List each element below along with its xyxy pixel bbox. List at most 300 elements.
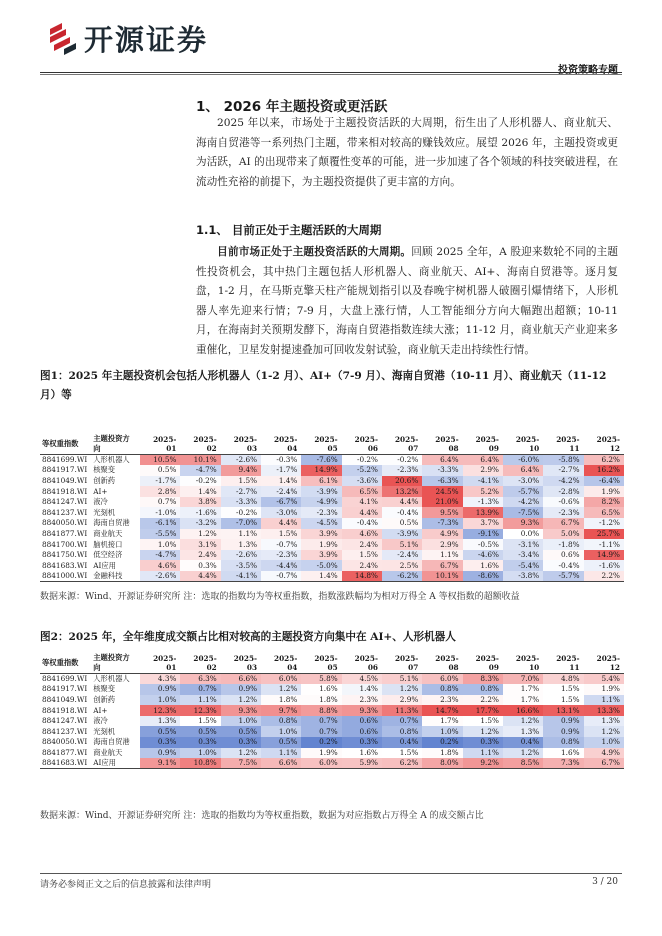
value-cell: 10.1%	[422, 571, 462, 582]
value-cell: 9.5%	[422, 507, 462, 518]
fig1-header-7: 2025-06	[342, 434, 382, 455]
value-cell: 0.2%	[301, 737, 341, 748]
value-cell: 4.8%	[543, 674, 583, 685]
value-cell: 0.5%	[261, 737, 301, 748]
value-cell: -1.8%	[543, 539, 583, 550]
value-cell: 1.7%	[503, 695, 543, 706]
value-cell: 2.4%	[342, 560, 382, 571]
value-cell: 0.5%	[221, 726, 261, 737]
value-cell: -4.9%	[301, 497, 341, 508]
value-cell: 2.2%	[463, 695, 503, 706]
value-cell: 0.3%	[180, 737, 220, 748]
value-cell: -6.2%	[382, 571, 422, 582]
figure-2-source: 数据来源：Wind、开源证券研究所 注：选取的指数均为等权重指数，数据为对应指数占万得全 A 的成交额占比	[40, 811, 484, 821]
theme-name: AI应用	[91, 758, 140, 769]
theme-name: 低空经济	[93, 550, 123, 560]
page-number: 3 / 20	[592, 877, 618, 887]
value-cell: -3.2%	[180, 518, 220, 529]
value-cell: 10.1%	[180, 455, 220, 466]
value-cell: 1.0%	[180, 748, 220, 759]
value-cell: -4.6%	[463, 550, 503, 561]
value-cell: -5.5%	[140, 529, 180, 540]
value-cell: -0.2%	[221, 507, 261, 518]
value-cell: 4.4%	[180, 571, 220, 582]
value-cell: 17.7%	[463, 705, 503, 716]
theme-name: 海南自贸港	[93, 518, 130, 528]
value-cell: 4.3%	[140, 674, 180, 685]
value-cell: 8.8%	[301, 705, 341, 716]
value-cell: 4.1%	[342, 497, 382, 508]
value-cell: 1.0%	[261, 726, 301, 737]
report-type-tag: 投资策略专题	[558, 65, 618, 76]
value-cell: 1.9%	[301, 748, 341, 759]
value-cell: -0.4%	[342, 518, 382, 529]
index-code: 8841049.WI	[42, 475, 88, 485]
value-cell: 1.5%	[261, 529, 301, 540]
intro-paragraph	[196, 114, 618, 192]
value-cell: 9.3%	[221, 705, 261, 716]
value-cell: -2.6%	[140, 571, 180, 582]
value-cell: 1.5%	[221, 476, 261, 487]
value-cell: 8.0%	[422, 758, 462, 769]
value-cell: -3.6%	[342, 476, 382, 487]
value-cell: 3.9%	[301, 550, 341, 561]
value-cell: 4.4%	[382, 497, 422, 508]
index-code: 8841247.WI	[42, 716, 88, 726]
index-code: 8841700.WI	[42, 539, 88, 549]
value-cell: -5.4%	[503, 560, 543, 571]
subsection-text: 回顾 2025 全年，A 股迎来数轮不同的主题性投资机会，其中热门主题包括人形机器人、商业航天、AI+、海南自贸港等。逐月复盘，1-2 月，在马斯克擎天柱产能规划指引以及春晚宇树机器人破圈引爆情绪下，人形机器人率先迎来行情；7-9 月，大盘上涨行情，人工智能细分方向大幅跑出超额；10-11 月，在海南封关预期发酵下，海南自贸港指数连续大涨；11-12 月，商业航天产业迎来多重催化，卫星发射提速叠加可回收发射试验，商业航天走出持续性行情。	[196, 246, 618, 356]
header-divider	[40, 72, 622, 73]
table-row	[40, 748, 624, 759]
value-cell: 1.2%	[382, 684, 422, 695]
value-cell: -4.7%	[140, 550, 180, 561]
fig2-header-8: 2025-07	[382, 653, 422, 674]
theme-name: AI应用	[93, 560, 116, 570]
value-cell: 2.4%	[342, 539, 382, 550]
value-cell: -2.6%	[221, 550, 261, 561]
value-cell: 5.1%	[382, 539, 422, 550]
fig1-header-3: 2025-02	[180, 434, 220, 455]
value-cell: 1.2%	[221, 695, 261, 706]
value-cell: 1.6%	[463, 560, 503, 571]
value-cell: -2.3%	[382, 465, 422, 476]
index-code: 8841237.WI	[42, 507, 88, 517]
value-cell: 6.0%	[261, 674, 301, 685]
value-cell: -0.3%	[261, 455, 301, 466]
index-code: 8841877.WI	[42, 528, 88, 538]
value-cell: -6.7%	[261, 497, 301, 508]
value-cell: 3.1%	[180, 539, 220, 550]
value-cell: -1.0%	[140, 507, 180, 518]
fig2-header-9: 2025-08	[422, 653, 462, 674]
value-cell: 0.5%	[140, 465, 180, 476]
fig1-header-9: 2025-08	[422, 434, 462, 455]
value-cell: 3.8%	[180, 497, 220, 508]
value-cell: -8.6%	[463, 571, 503, 582]
theme-name: 光刻机	[93, 507, 116, 517]
value-cell: 1.7%	[503, 684, 543, 695]
intro-text: 2025 年以来，市场处于主题投资活跃的大周期，衍生出了人形机器人、商业航天、海南自贸港等一系列热门主题，带来相对较高的赚钱效应。展望 2026 年，主题投资或更为活跃，AI 的出现带来了颠覆性变革的可能，进一步加速了各个领域的科技突破进程，在流动性充裕的前提下，为主题投资提供了更丰富的方向。	[196, 117, 618, 188]
value-cell: 9.3%	[342, 705, 382, 716]
value-cell: 6.4%	[422, 455, 462, 466]
value-cell: 2.2%	[584, 571, 624, 582]
value-cell: 0.8%	[382, 726, 422, 737]
value-cell: 0.7%	[180, 684, 220, 695]
theme-name: AI+	[93, 705, 108, 715]
fig2-header-12: 2025-11	[543, 653, 583, 674]
value-cell: -0.2%	[382, 455, 422, 466]
index-code: 8841918.WI	[42, 705, 88, 715]
value-cell: 1.3%	[221, 539, 261, 550]
value-cell: -6.3%	[422, 476, 462, 487]
figure-1-table	[40, 434, 624, 582]
value-cell: 7.3%	[543, 758, 583, 769]
value-cell: -1.6%	[180, 507, 220, 518]
value-cell: 6.5%	[584, 507, 624, 518]
table-row	[40, 497, 624, 508]
theme-name: 液冷	[93, 497, 108, 507]
value-cell: 1.6%	[301, 684, 341, 695]
table-row	[40, 705, 624, 716]
theme-name: 人形机器人	[93, 674, 130, 684]
table-row	[40, 486, 624, 497]
value-cell: 8.3%	[463, 674, 503, 685]
value-cell: -9.1%	[463, 529, 503, 540]
value-cell: -2.4%	[382, 550, 422, 561]
value-cell: 6.6%	[221, 674, 261, 685]
value-cell: 12.3%	[180, 705, 220, 716]
table-row	[40, 550, 624, 561]
value-cell: 1.3%	[503, 726, 543, 737]
index-code: 8840050.WI	[42, 737, 88, 747]
value-cell: 1.0%	[221, 716, 261, 727]
value-cell: 0.6%	[342, 726, 382, 737]
table-row	[40, 684, 624, 695]
value-cell: 8.2%	[584, 497, 624, 508]
value-cell: -2.8%	[543, 486, 583, 497]
value-cell: 1.9%	[301, 539, 341, 550]
value-cell: -0.7%	[261, 571, 301, 582]
fig1-header-4: 2025-03	[221, 434, 261, 455]
value-cell: -6.1%	[140, 518, 180, 529]
value-cell: 5.2%	[463, 486, 503, 497]
value-cell: -3.0%	[503, 476, 543, 487]
value-cell: -5.2%	[342, 465, 382, 476]
value-cell: 9.3%	[503, 518, 543, 529]
value-cell: -1.7%	[140, 476, 180, 487]
index-code: 8841917.WI	[42, 684, 88, 694]
value-cell: 6.2%	[584, 455, 624, 466]
value-cell: -3.5%	[221, 560, 261, 571]
value-cell: 0.4%	[503, 737, 543, 748]
theme-name: 商业航天	[93, 528, 123, 538]
value-cell: 14.8%	[342, 571, 382, 582]
value-cell: 2.3%	[342, 695, 382, 706]
theme-name: 创新药	[93, 694, 116, 704]
fig2-header-5: 2025-04	[261, 653, 301, 674]
theme-name: 创新药	[93, 475, 116, 485]
value-cell: -5.7%	[503, 486, 543, 497]
table-row	[40, 571, 624, 582]
logo-mark-icon	[48, 19, 78, 57]
value-cell: 6.2%	[382, 758, 422, 769]
value-cell: 0.5%	[180, 726, 220, 737]
fig1-header-11: 2025-10	[503, 434, 543, 455]
brand-name: 开源证券	[84, 22, 209, 57]
value-cell: -0.5%	[463, 539, 503, 550]
value-cell: 12.3%	[140, 705, 180, 716]
value-cell: 4.9%	[584, 748, 624, 759]
value-cell: 2.8%	[140, 486, 180, 497]
value-cell: 2.4%	[180, 550, 220, 561]
value-cell: 5.8%	[301, 674, 341, 685]
value-cell: 0.7%	[301, 726, 341, 737]
value-cell: 1.2%	[221, 748, 261, 759]
value-cell: 0.0%	[503, 529, 543, 540]
value-cell: -3.9%	[382, 529, 422, 540]
figure-2-title: 图2：2025 年，全年维度成交额占比相对较高的主题投资方向集中在 AI+、人形机器人	[40, 631, 456, 643]
value-cell: 1.0%	[584, 737, 624, 748]
value-cell: 0.6%	[342, 716, 382, 727]
value-cell: 9.1%	[140, 758, 180, 769]
value-cell: 5.4%	[584, 674, 624, 685]
value-cell: 0.7%	[382, 716, 422, 727]
value-cell: -3.4%	[503, 550, 543, 561]
value-cell: 4.6%	[140, 560, 180, 571]
value-cell: 1.7%	[422, 716, 462, 727]
header-divider-thin	[40, 74, 622, 75]
value-cell: 1.5%	[382, 748, 422, 759]
index-code: 8841699.WI	[42, 674, 88, 684]
value-cell: 21.0%	[422, 497, 462, 508]
value-cell: 1.5%	[543, 695, 583, 706]
value-cell: 0.8%	[543, 737, 583, 748]
value-cell: 1.0%	[140, 539, 180, 550]
index-code: 8841917.WI	[42, 465, 88, 475]
table-row	[40, 455, 624, 466]
value-cell: 3.9%	[301, 529, 341, 540]
fig2-header-0: 等权重指数	[40, 653, 91, 674]
value-cell: 2.9%	[382, 695, 422, 706]
value-cell: -2.6%	[221, 455, 261, 466]
value-cell: -3.9%	[301, 486, 341, 497]
value-cell: 1.6%	[543, 748, 583, 759]
value-cell: -4.2%	[503, 497, 543, 508]
value-cell: 1.1%	[180, 695, 220, 706]
fig1-header-1: 主题投资方向	[91, 434, 140, 455]
value-cell: 1.1%	[422, 550, 462, 561]
figure-1-source: 数据来源：Wind、开源证券研究所 注：选取的指数均为等权重指数，指数涨跌幅均为相对万得全 A 等权指数的超额收益	[40, 592, 520, 602]
value-cell: -0.2%	[342, 455, 382, 466]
fig2-header-13: 2025-12	[584, 653, 624, 674]
value-cell: 1.2%	[261, 684, 301, 695]
table-row	[40, 695, 624, 706]
value-cell: 7.5%	[221, 758, 261, 769]
table-row	[40, 507, 624, 518]
value-cell: 5.9%	[342, 758, 382, 769]
value-cell: 1.5%	[463, 716, 503, 727]
value-cell: 13.2%	[382, 486, 422, 497]
value-cell: 6.0%	[422, 674, 462, 685]
value-cell: 13.3%	[584, 705, 624, 716]
theme-name: 人形机器人	[93, 455, 130, 465]
value-cell: -0.2%	[180, 476, 220, 487]
table-row	[40, 529, 624, 540]
value-cell: -3.8%	[503, 571, 543, 582]
value-cell: 1.6%	[342, 748, 382, 759]
value-cell: 1.0%	[140, 695, 180, 706]
value-cell: 0.9%	[140, 684, 180, 695]
value-cell: -7.5%	[503, 507, 543, 518]
value-cell: 13.1%	[543, 705, 583, 716]
value-cell: 3.7%	[463, 518, 503, 529]
value-cell: 0.9%	[543, 726, 583, 737]
value-cell: 0.3%	[140, 737, 180, 748]
value-cell: 1.2%	[180, 529, 220, 540]
value-cell: 1.4%	[180, 486, 220, 497]
value-cell: -4.7%	[180, 465, 220, 476]
value-cell: 25.7%	[584, 529, 624, 540]
value-cell: 1.1%	[261, 748, 301, 759]
value-cell: 4.6%	[342, 529, 382, 540]
fig2-header-6: 2025-05	[301, 653, 341, 674]
subsection-paragraph	[196, 243, 618, 361]
value-cell: -7.0%	[221, 518, 261, 529]
fig2-header-4: 2025-03	[221, 653, 261, 674]
table-row	[40, 726, 624, 737]
value-cell: 0.3%	[221, 737, 261, 748]
value-cell: 1.4%	[301, 571, 341, 582]
index-code: 8841049.WI	[42, 694, 88, 704]
value-cell: 5.1%	[382, 674, 422, 685]
value-cell: 10.5%	[140, 455, 180, 466]
value-cell: 1.0%	[422, 726, 462, 737]
value-cell: 0.9%	[543, 716, 583, 727]
fig2-header-2: 2025-01	[140, 653, 180, 674]
value-cell: 0.3%	[463, 737, 503, 748]
index-code: 8841699.WI	[42, 455, 88, 465]
value-cell: -0.4%	[382, 507, 422, 518]
value-cell: 9.2%	[463, 758, 503, 769]
value-cell: 9.7%	[261, 705, 301, 716]
value-cell: -3.3%	[221, 497, 261, 508]
fig1-header-8: 2025-07	[382, 434, 422, 455]
value-cell: 1.5%	[342, 550, 382, 561]
fig2-header-7: 2025-06	[342, 653, 382, 674]
value-cell: 14.9%	[301, 465, 341, 476]
value-cell: -1.1%	[584, 539, 624, 550]
section-heading: 1、 2026 年主题投资或更活跃	[196, 99, 388, 115]
value-cell: -2.4%	[261, 486, 301, 497]
value-cell: 1.1%	[463, 748, 503, 759]
index-code: 8841247.WI	[42, 497, 88, 507]
value-cell: -6.4%	[584, 476, 624, 487]
value-cell: 14.9%	[584, 550, 624, 561]
fig2-header-10: 2025-09	[463, 653, 503, 674]
value-cell: -1.2%	[584, 518, 624, 529]
value-cell: 0.5%	[140, 726, 180, 737]
lead-sentence: 目前市场正处于主题投资活跃的大周期。	[217, 246, 412, 258]
value-cell: 6.0%	[301, 758, 341, 769]
table-row	[40, 716, 624, 727]
value-cell: 6.4%	[463, 455, 503, 466]
value-cell: -4.5%	[301, 518, 341, 529]
value-cell: 6.6%	[261, 758, 301, 769]
value-cell: 0.9%	[221, 684, 261, 695]
value-cell: -5.0%	[301, 560, 341, 571]
value-cell: 1.2%	[584, 726, 624, 737]
value-cell: 1.2%	[503, 748, 543, 759]
index-code: 8840050.WI	[42, 518, 88, 528]
fig1-header-6: 2025-05	[301, 434, 341, 455]
value-cell: 2.9%	[463, 465, 503, 476]
theme-name: 海南自贸港	[93, 737, 130, 747]
value-cell: 1.4%	[342, 684, 382, 695]
index-code: 8841683.WI	[40, 758, 91, 769]
fig1-header-12: 2025-11	[543, 434, 583, 455]
figure-1-title: 图1：2025 年主题投资机会包括人形机器人（1-2 月）、AI+（7-9 月）、海南自贸港（10-11 月）、商业航天（11-12 月）等	[40, 370, 607, 401]
table-row	[40, 674, 624, 685]
value-cell: 0.8%	[422, 684, 462, 695]
value-cell: 0.8%	[261, 716, 301, 727]
fig1-header-10: 2025-09	[463, 434, 503, 455]
value-cell: 4.4%	[342, 507, 382, 518]
value-cell: 1.9%	[584, 486, 624, 497]
value-cell: 1.2%	[463, 726, 503, 737]
value-cell: 1.3%	[140, 716, 180, 727]
value-cell: -7.6%	[301, 455, 341, 466]
value-cell: 1.1%	[221, 529, 261, 540]
value-cell: 0.5%	[382, 518, 422, 529]
value-cell: 6.7%	[543, 518, 583, 529]
footer-divider	[40, 873, 622, 874]
value-cell: 1.5%	[543, 684, 583, 695]
value-cell: 2.3%	[422, 695, 462, 706]
theme-name: 液冷	[93, 716, 108, 726]
value-cell: 0.9%	[140, 748, 180, 759]
fig1-header-5: 2025-04	[261, 434, 301, 455]
value-cell: 24.5%	[422, 486, 462, 497]
value-cell: -2.3%	[261, 550, 301, 561]
table-row	[40, 758, 624, 769]
value-cell: 1.5%	[180, 716, 220, 727]
value-cell: 6.7%	[422, 560, 462, 571]
value-cell: 20.6%	[382, 476, 422, 487]
value-cell: 0.8%	[463, 684, 503, 695]
figure-2-table	[40, 653, 624, 769]
value-cell: 1.9%	[584, 684, 624, 695]
value-cell: -2.3%	[301, 507, 341, 518]
fig1-header-2: 2025-01	[140, 434, 180, 455]
theme-name: 核聚变	[93, 684, 116, 694]
theme-name: 金融科技	[91, 571, 140, 582]
value-cell: -4.4%	[261, 560, 301, 571]
value-cell: 9.4%	[221, 465, 261, 476]
value-cell: 1.8%	[301, 695, 341, 706]
footer-disclaimer: 请务必参阅正文之后的信息披露和法律声明	[40, 880, 212, 890]
value-cell: 6.1%	[301, 476, 341, 487]
fig2-header-1: 主题投资方向	[91, 653, 140, 674]
value-cell: 1.1%	[584, 695, 624, 706]
value-cell: 14.7%	[422, 705, 462, 716]
value-cell: 7.0%	[503, 674, 543, 685]
fig2-header-3: 2025-02	[180, 653, 220, 674]
index-code: 8841000.WI	[40, 571, 91, 582]
theme-name: 光刻机	[93, 726, 116, 736]
value-cell: 0.7%	[301, 716, 341, 727]
fig2-header-11: 2025-10	[503, 653, 543, 674]
